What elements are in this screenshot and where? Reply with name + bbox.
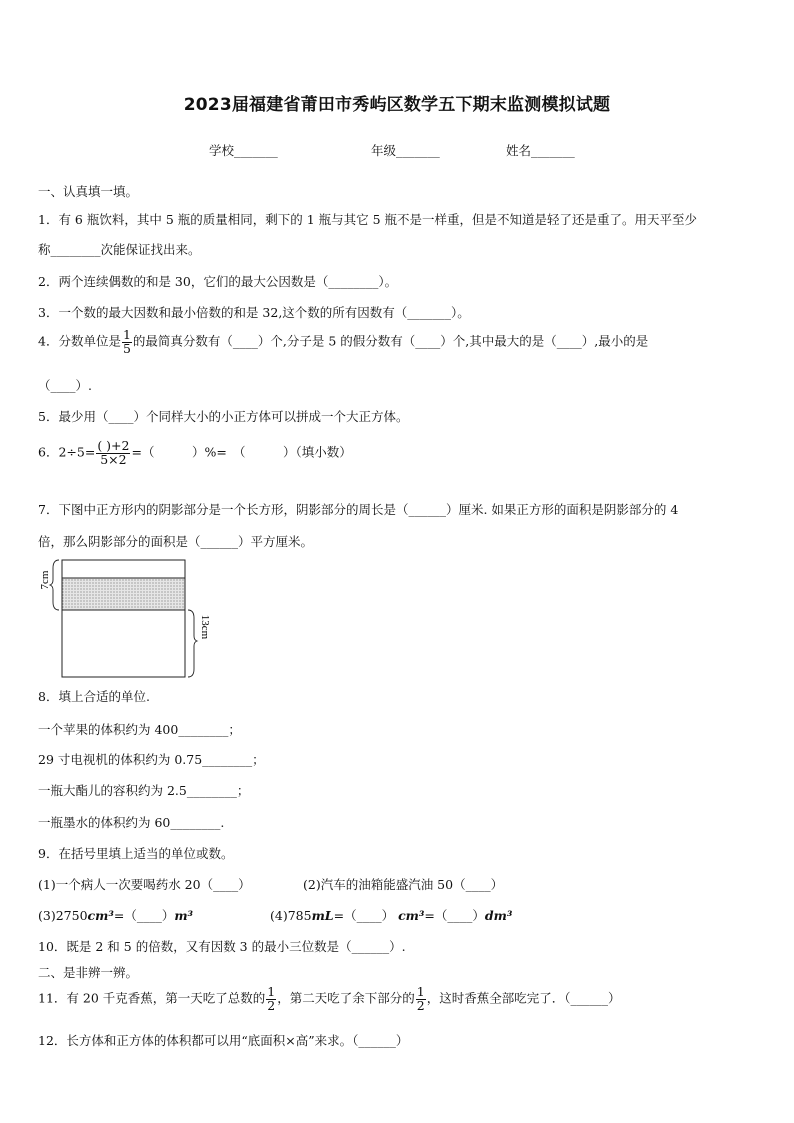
grade-field[interactable]: 年级_______ bbox=[371, 143, 440, 158]
question-4-suffix: 的最简真分数有（____）个,分子是 5 的假分数有（____）个,其中最大的是（____）,最小的是 bbox=[132, 333, 649, 349]
question-9-d-prefix: (4)785 bbox=[270, 908, 312, 923]
label-13cm: 13cm bbox=[199, 614, 211, 640]
question-7-line-1: 7．下图中正方形内的阴影部分是一个长方形，阴影部分的周长是（______）厘米. 如果正方形的面积是阴影部分的 4 bbox=[38, 502, 679, 517]
question-8-c: 一瓶大酯儿的容积约为 2.5________； bbox=[38, 783, 250, 798]
question-12: 12．长方体和正方体的体积都可以用“底面积×高”来求。（______） bbox=[38, 1033, 409, 1048]
question-9-b: (2)汽车的油箱能盛汽油 50（____） bbox=[303, 877, 504, 892]
question-9-heading: 9．在括号里填上适当的单位或数。 bbox=[38, 846, 234, 861]
section-heading-2: 二、是非辨一辨。 bbox=[38, 965, 139, 980]
unit-ml: mL bbox=[311, 908, 334, 923]
fraction-numerator: 1 bbox=[267, 984, 276, 999]
question-9-c bbox=[38, 906, 193, 924]
fraction-one-fifth bbox=[122, 329, 132, 355]
left-brace bbox=[50, 560, 59, 610]
name-field[interactable]: 姓名_______ bbox=[506, 143, 575, 158]
question-8-heading: 8．填上合适的单位. bbox=[38, 689, 150, 704]
question-5: 5．最少用（____）个同样大小的小正方体可以拼成一个大正方体。 bbox=[38, 409, 409, 424]
question-9-c-prefix: (3)2750 bbox=[38, 908, 88, 923]
page-title: 2023届福建省莆田市秀屿区数学五下期末监测模拟试题 bbox=[183, 95, 611, 115]
fraction-one-half-2 bbox=[416, 986, 426, 1012]
question-1-line-2: 称________次能保证找出来。 bbox=[38, 242, 201, 257]
question-6-fraction bbox=[96, 440, 130, 466]
question-6-suffix: =（ ）%= （ ）（填小数） bbox=[131, 444, 352, 460]
fraction-denominator: 5 bbox=[122, 340, 131, 356]
question-10: 10．既是 2 和 5 的倍数，又有因数 3 的最小三位数是（______）. bbox=[38, 939, 406, 954]
unit-m3: m³ bbox=[174, 908, 194, 923]
question-9-a: (1)一个病人一次要喝药水 20（____） bbox=[38, 877, 251, 892]
fraction-denominator: 5×2 bbox=[100, 451, 127, 467]
question-2: 2．两个连续偶数的和是 30，它们的最大公因数是（________）。 bbox=[38, 274, 398, 289]
question-4-line-1 bbox=[38, 329, 648, 355]
question-9-c-blank: =（____） bbox=[113, 908, 175, 923]
question-8-b: 29 寸电视机的体积约为 0.75________； bbox=[38, 752, 265, 767]
label-7cm: 7cm bbox=[39, 570, 51, 590]
question-8-a: 一个苹果的体积约为 400________； bbox=[38, 722, 241, 737]
question-6-prefix: 6．2÷5= bbox=[38, 444, 96, 460]
question-7-line-2: 倍，那么阴影部分的面积是（______）平方厘米。 bbox=[38, 534, 314, 549]
question-8-d: 一瓶墨水的体积约为 60________. bbox=[38, 815, 225, 830]
unit-dm3: dm³ bbox=[484, 908, 513, 923]
square-diagram bbox=[38, 558, 211, 680]
question-11-mid: ，第二天吃了余下部分的 bbox=[277, 990, 415, 1006]
question-11 bbox=[38, 986, 620, 1012]
fraction-denominator: 2 bbox=[267, 997, 276, 1013]
right-brace bbox=[188, 610, 197, 677]
question-1-line-1: 1．有 6 瓶饮料，其中 5 瓶的质量相同，剩下的 1 瓶与其它 5 瓶不是一样重，但是不知道是轻了还是重了。用天平至少 bbox=[38, 212, 698, 227]
fraction-one-half-1 bbox=[266, 986, 276, 1012]
question-4-line-2: （____）. bbox=[38, 378, 92, 393]
question-6 bbox=[38, 440, 352, 466]
section-heading-1: 一、认真填一填。 bbox=[38, 184, 139, 199]
fraction-denominator: 2 bbox=[416, 997, 425, 1013]
question-4-prefix: 4．分数单位是 bbox=[38, 333, 121, 349]
school-field[interactable]: 学校_______ bbox=[209, 143, 278, 158]
fraction-numerator: 1 bbox=[416, 984, 425, 999]
shaded-rectangle bbox=[62, 578, 185, 610]
question-11-prefix: 11．有 20 千克香蕉，第一天吃了总数的 bbox=[38, 990, 266, 1006]
fraction-numerator: ( )+2 bbox=[97, 438, 130, 453]
unit-cm3: cm³ bbox=[87, 908, 114, 923]
question-9-d bbox=[270, 906, 512, 924]
fraction-numerator: 1 bbox=[122, 327, 131, 342]
question-9-d-blank-2: =（____） bbox=[424, 908, 485, 923]
question-9-d-blank-1: =（____） bbox=[333, 908, 395, 923]
unit-cm3: cm³ bbox=[398, 908, 425, 923]
question-3: 3．一个数的最大因数和最小倍数的和是 32,这个数的所有因数有（_______）。 bbox=[38, 305, 470, 320]
question-11-suffix: ，这时香蕉全部吃完了．（______） bbox=[426, 990, 621, 1006]
